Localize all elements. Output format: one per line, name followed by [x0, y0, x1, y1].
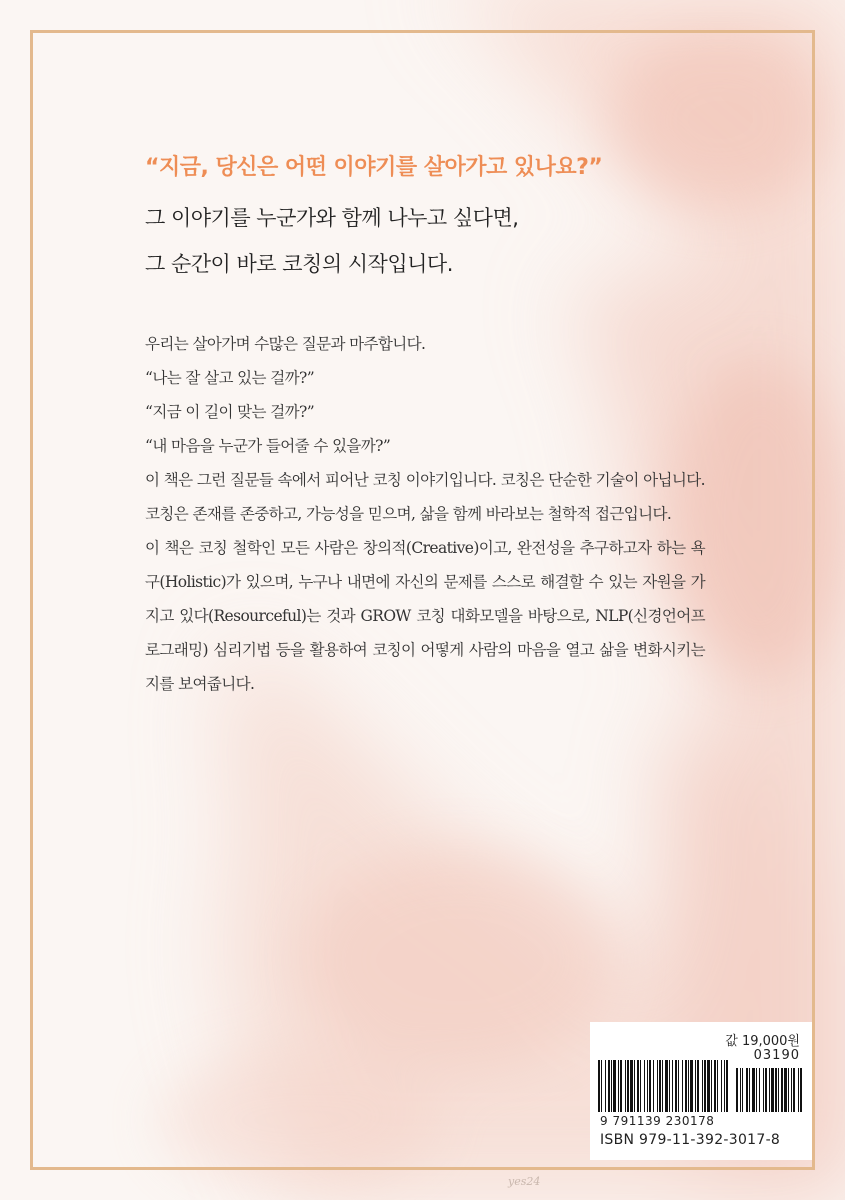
- barcode-bar: [665, 1060, 668, 1112]
- addon-bar: [759, 1068, 760, 1112]
- addon-bar: [742, 1068, 743, 1112]
- barcode-bar: [630, 1060, 633, 1112]
- barcode-bar: [685, 1060, 687, 1112]
- barcode-bar: [695, 1060, 696, 1112]
- lead-line-1: 그 이야기를 누군가와 함께 나누고 싶다면,: [145, 206, 519, 230]
- addon-bar: [784, 1068, 787, 1112]
- barcode-bar: [647, 1060, 648, 1112]
- barcode-bars: [596, 1048, 806, 1114]
- body-paragraph: 우리는 살아가며 수많은 질문과 마주합니다.: [145, 335, 426, 353]
- barcode-digits: 9 791139 230178: [600, 1114, 715, 1128]
- barcode-bar: [611, 1060, 612, 1112]
- lead-line-2: 그 순간이 바로 코칭의 시작입니다.: [145, 252, 453, 276]
- barcode-bar: [605, 1060, 606, 1112]
- addon-bar: [793, 1068, 795, 1112]
- body-quote: “지금 이 길이 맞는 걸까?”: [145, 403, 315, 421]
- addon-bar: [749, 1068, 750, 1112]
- cover-text: [145, 150, 705, 701]
- barcode-bar: [704, 1060, 706, 1112]
- barcode-bar: [598, 1060, 600, 1112]
- barcode-bar: [613, 1060, 616, 1112]
- addon-bar: [788, 1068, 789, 1112]
- addon-bar: [791, 1068, 792, 1112]
- addon-bar: [746, 1068, 748, 1112]
- barcode-bar: [659, 1060, 661, 1112]
- barcode-bar: [634, 1060, 635, 1112]
- barcode-bar: [697, 1060, 699, 1112]
- barcode-bar: [675, 1060, 677, 1112]
- barcode-bar: [653, 1060, 654, 1112]
- addon-bar: [800, 1068, 802, 1112]
- barcode-bar: [726, 1060, 728, 1112]
- barcode-bar: [608, 1060, 610, 1112]
- addon-bar: [778, 1068, 779, 1112]
- barcode-bar: [717, 1060, 718, 1112]
- barcode-bar: [711, 1060, 712, 1112]
- barcode-bar: [625, 1060, 626, 1112]
- barcode-bar: [678, 1060, 679, 1112]
- barcode-bar: [682, 1060, 683, 1112]
- addon-bar: [763, 1068, 764, 1112]
- barcode-bar: [644, 1060, 645, 1112]
- addon-bar: [781, 1068, 783, 1112]
- addon-bar: [769, 1068, 770, 1112]
- body-quote: “나는 잘 살고 있는 걸까?”: [145, 369, 315, 387]
- addon-bar: [798, 1068, 799, 1112]
- barcode-bar: [688, 1060, 689, 1112]
- barcode-bar: [690, 1060, 693, 1112]
- barcode-bar: [620, 1060, 622, 1112]
- barcode-bar: [618, 1060, 619, 1112]
- addon-bar: [765, 1068, 767, 1112]
- barcode-bar: [637, 1060, 639, 1112]
- price-label: 값 19,000원: [725, 1034, 800, 1049]
- barcode-bar: [702, 1060, 703, 1112]
- barcode-bar: [707, 1060, 710, 1112]
- addon-bar: [771, 1068, 774, 1112]
- barcode-bar: [672, 1060, 673, 1112]
- barcode-bar: [662, 1060, 663, 1112]
- body-copy: [145, 327, 705, 701]
- addon-bar: [756, 1068, 757, 1112]
- addon-bar: [775, 1068, 777, 1112]
- barcode-bar: [601, 1060, 602, 1112]
- barcode-bar: [657, 1060, 658, 1112]
- addon-bar: [740, 1068, 741, 1112]
- body-paragraph: 이 책은 그런 질문들 속에서 피어난 코칭 이야기입니다. 코칭은 단순한 기술이 아닙니다. 코칭은 존재를 존중하고, 가능성을 믿으며, 삶을 함께 바라보는 철학적 접근입니다.: [145, 471, 705, 523]
- addon-bar: [736, 1068, 738, 1112]
- addon-code: 03190: [753, 1048, 800, 1063]
- barcode-bar: [724, 1060, 725, 1112]
- barcode-bar: [649, 1060, 651, 1112]
- isbn-number: ISBN 979-11-392-3017-8: [600, 1132, 781, 1148]
- body-paragraph: 이 책은 코칭 철학인 모든 사람은 창의적(Creative)이고, 완전성을 추구하고자 하는 욕구(Holistic)가 있으며, 누구나 내면에 자신의 문제를 스스로 해결할 수 있는 자원을 가지고 있다(Resourceful)는 것과 GROW 코칭 대화모델을 바탕으로, NLP(신경언어프로그래밍) 심리기법 등을 활용하여 코칭이 어떻게 사람의 마음을 열고 삶을 변화시키는지를 보여줍니다.: [145, 539, 705, 693]
- barcode-bar: [627, 1060, 629, 1112]
- body-quote: “내 마음을 누군가 들어줄 수 있을까?”: [145, 437, 391, 455]
- barcode-bar: [721, 1060, 722, 1112]
- tagline: “지금, 당신은 어떤 이야기를 살아가고 있나요?”: [145, 155, 603, 180]
- barcode-bar: [669, 1060, 670, 1112]
- publisher-logo: yes24: [508, 1175, 541, 1188]
- isbn-barcode-panel: [590, 1022, 812, 1160]
- barcode-bar: [640, 1060, 641, 1112]
- barcode-bar: [714, 1060, 716, 1112]
- addon-bar: [752, 1068, 755, 1112]
